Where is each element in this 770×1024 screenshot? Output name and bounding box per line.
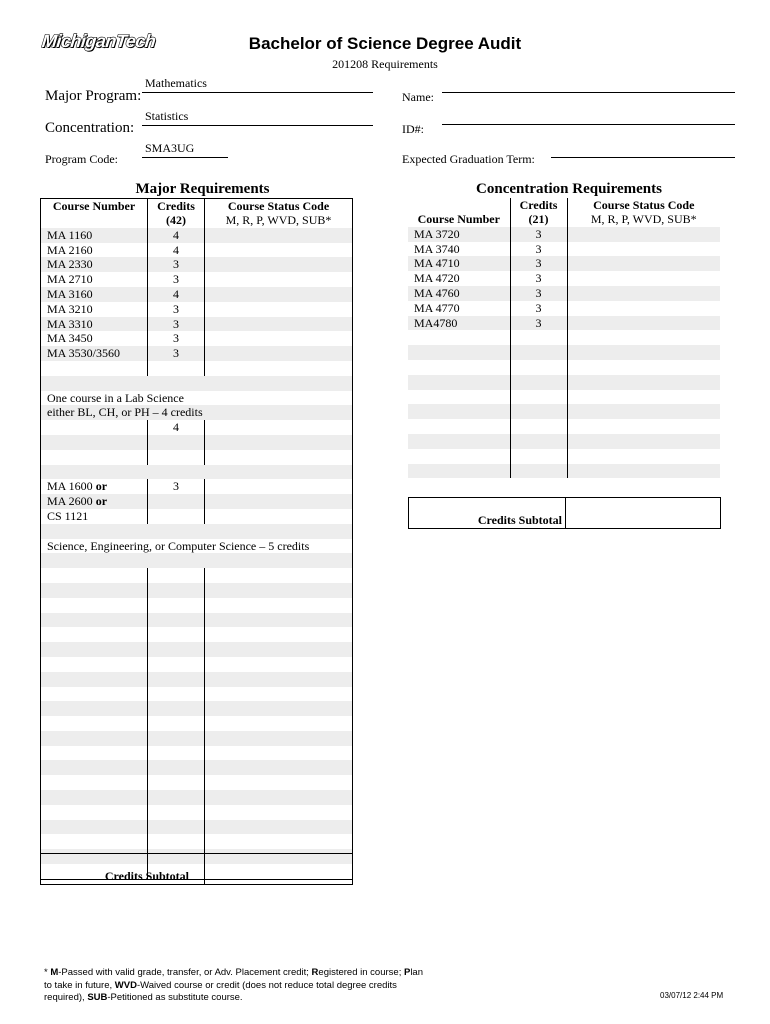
table-row: MA 2160	[41, 243, 148, 258]
concentration-requirements-title: Concentration Requirements	[476, 181, 662, 197]
status-cell[interactable]	[205, 346, 353, 361]
page-subtitle: 201208 Requirements	[332, 57, 438, 71]
status-cell[interactable]	[567, 316, 720, 331]
status-cell[interactable]	[205, 302, 353, 317]
print-timestamp: 03/07/12 2:44 PM	[660, 991, 724, 1000]
conc-col-status: Course Status Code	[567, 198, 720, 212]
row-credits: 3	[148, 272, 205, 287]
row-credits: 3	[510, 301, 567, 316]
status-cell[interactable]	[205, 257, 353, 272]
row-credits: 3	[510, 286, 567, 301]
name-line	[442, 92, 735, 93]
conc-col-course: Course Number	[417, 212, 500, 226]
table-row: MA 3720	[408, 227, 510, 242]
major-col-course: Course Number	[41, 199, 148, 214]
concentration-value: Statistics	[145, 109, 189, 123]
major-requirements-title: Major Requirements	[135, 181, 270, 197]
table-row: MA 4710	[408, 256, 510, 271]
table-row: MA 4720	[408, 271, 510, 286]
table-row: MA 3310	[41, 317, 148, 332]
concentration-line	[142, 125, 373, 126]
program-code-value: SMA3UG	[145, 141, 195, 155]
status-cell[interactable]	[567, 271, 720, 286]
table-row: MA4780	[408, 316, 510, 331]
program-code-line	[142, 157, 228, 158]
row-credits: 3	[148, 346, 205, 361]
major-col-status: Course Status Code	[227, 199, 330, 213]
row-credits: 3	[148, 317, 205, 332]
row-credits: 4	[148, 228, 205, 243]
table-row: MA 2330	[41, 257, 148, 272]
status-cell[interactable]	[205, 331, 353, 346]
row-credits: 3	[510, 227, 567, 242]
major-status-codes: M, R, P, WVD, SUB*	[225, 213, 332, 227]
program-code-label: Program Code:	[45, 152, 118, 166]
row-credits: 3	[148, 302, 205, 317]
table-row: MA 3160	[41, 287, 148, 302]
lab-credits: 4	[148, 420, 205, 435]
alt-or-1: or	[95, 479, 108, 494]
major-credits-total: (42)	[148, 213, 205, 228]
status-cell[interactable]	[205, 228, 353, 243]
row-credits: 3	[510, 242, 567, 257]
lab-science-note-2: either BL, CH, or PH – 4 credits	[41, 405, 353, 420]
page-title: Bachelor of Science Degree Audit	[248, 34, 522, 53]
name-label: Name:	[402, 90, 434, 104]
conc-status-codes: M, R, P, WVD, SUB*	[567, 212, 720, 227]
alt-course-1: MA 1600	[47, 479, 93, 494]
row-credits: 3	[148, 257, 205, 272]
grad-term-label: Expected Graduation Term:	[402, 152, 535, 166]
grad-term-line	[551, 157, 735, 158]
row-credits: 3	[148, 331, 205, 346]
table-row: MA 2710	[41, 272, 148, 287]
science-engineering-note: Science, Engineering, or Computer Science – 5 credits	[47, 538, 310, 553]
conc-subtotal-box	[408, 497, 721, 529]
table-row: MA 3210	[41, 302, 148, 317]
row-credits: 4	[148, 243, 205, 258]
major-col-credits: Credits	[148, 199, 205, 214]
status-cell[interactable]	[567, 242, 720, 257]
conc-col-credits: Credits	[510, 198, 567, 212]
alt-or-2: or	[95, 494, 108, 509]
major-subtotal-box	[40, 853, 353, 885]
id-line	[442, 124, 735, 125]
status-cell[interactable]	[567, 256, 720, 271]
major-requirements-table	[40, 198, 353, 880]
alt-course-3: CS 1121	[41, 509, 148, 524]
alt-course-2: MA 2600	[47, 494, 93, 509]
row-credits: 3	[510, 271, 567, 286]
table-row: MA 3740	[408, 242, 510, 257]
row-credits: 3	[510, 316, 567, 331]
status-cell[interactable]	[205, 317, 353, 332]
status-cell[interactable]	[205, 287, 353, 302]
concentration-label: Concentration:	[45, 120, 135, 136]
table-row: MA 3450	[41, 331, 148, 346]
status-cell[interactable]	[567, 286, 720, 301]
status-cell[interactable]	[205, 272, 353, 287]
concentration-requirements-table	[408, 198, 720, 478]
row-credits: 3	[510, 256, 567, 271]
id-label: ID#:	[402, 122, 424, 136]
michigan-tech-logo: MichiganTech	[41, 31, 157, 51]
alt-credits: 3	[148, 479, 205, 494]
conc-subtotal-label: Credits Subtotal	[477, 513, 562, 527]
table-row: MA 1160	[41, 228, 148, 243]
row-credits: 4	[148, 287, 205, 302]
status-code-legend: * M-Passed with valid grade, transfer, or Adv. Placement credit; Registered in course; Plan to take in future, WVD-Waived course or credit (does not reduce total degree credits required), SUB-Petitioned as substitute course.	[44, 967, 423, 1003]
table-row: MA 4770	[408, 301, 510, 316]
table-row: MA 4760	[408, 286, 510, 301]
status-cell[interactable]	[205, 243, 353, 258]
major-program-line	[142, 92, 373, 93]
major-program-value: Mathematics	[145, 76, 207, 90]
lab-science-note: One course in a Lab Science	[47, 390, 184, 405]
table-row: MA 3530/3560	[41, 346, 148, 361]
status-cell[interactable]	[567, 227, 720, 242]
major-subtotal-label: Credits Subtotal	[104, 869, 189, 883]
status-cell[interactable]	[567, 301, 720, 316]
major-program-label: Major Program:	[45, 88, 142, 104]
conc-credits-total: (21)	[510, 212, 567, 227]
